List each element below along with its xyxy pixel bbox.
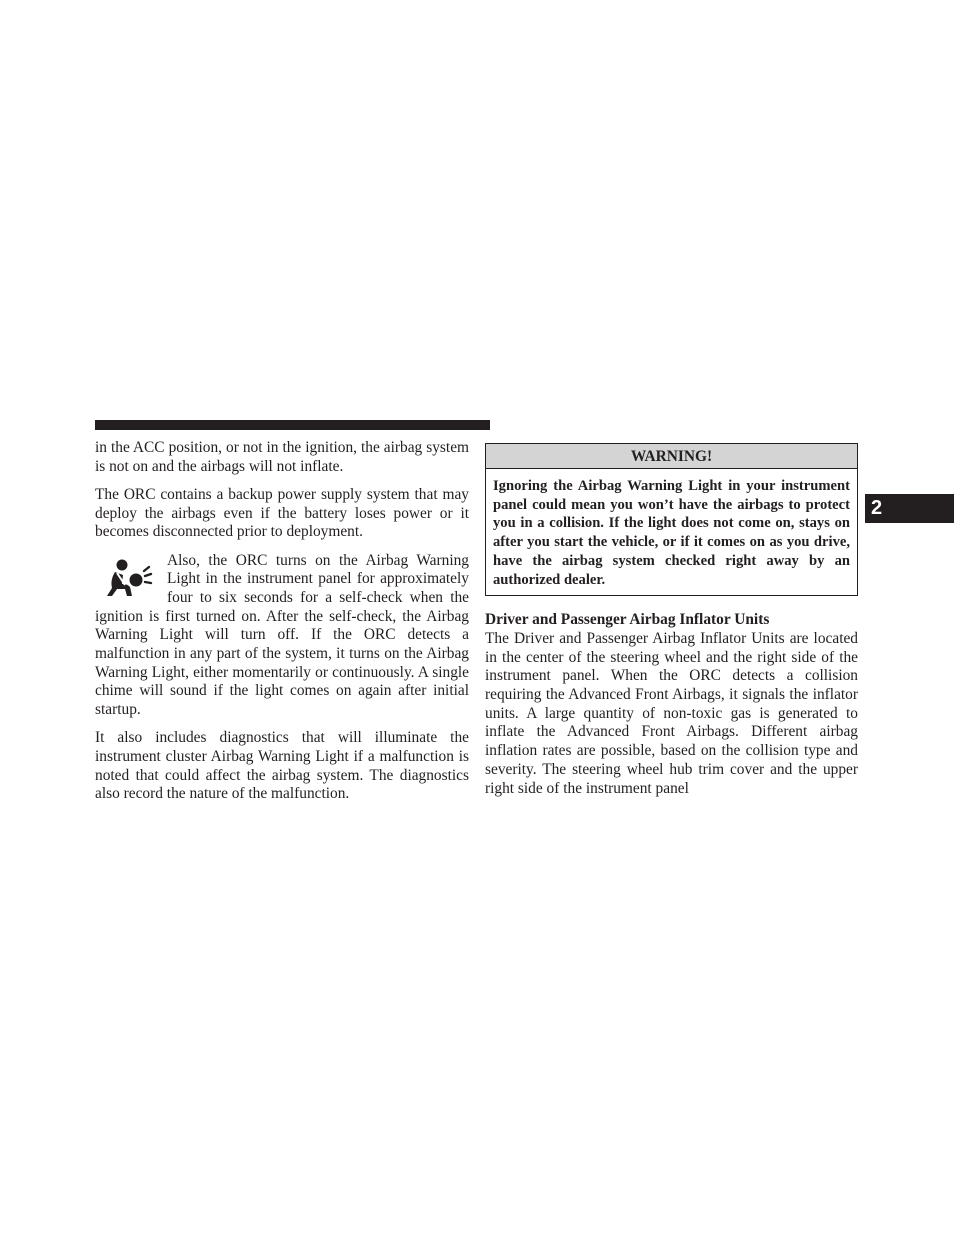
paragraph-acc-position: in the ACC position, or not in the ignition, the airbag system is not on and the airbags will not inflate. — [95, 439, 469, 475]
warning-text: Ignoring the Airbag Warning Light in your instrument panel could mean you won’t have the airbags to protect you in a collision. If the light does not come on, stays on after you start the vehicle, or if it comes on as you drive, have the airbag system checked right away by an authorized dealer. — [493, 478, 850, 588]
warning-box — [485, 443, 858, 596]
paragraph-backup-power: The ORC contains a backup power supply system that may deploy the airbags even if the battery loses power or it becomes disconnected prior to deployment. — [95, 485, 469, 541]
paragraph-self-check-block — [95, 552, 469, 720]
left-column — [95, 439, 469, 814]
paragraph-diagnostics: It also includes diagnostics that will illuminate the instrument cluster Airbag Warning Light if a malfunction is noted that could affect the airbag system. The diagnostics also record the nature of the malfunction. — [95, 729, 469, 803]
airbag-warning-light-icon — [103, 558, 153, 598]
section-heading: Driver and Passenger Airbag Inflator Units — [485, 611, 770, 629]
paragraph-self-check: Also, the ORC turns on the Airbag Warning Light in the instrument panel for approximately four to six seconds for a self-check when the ignition is first turned on. After the self-check, the Airbag Warning Light will turn off. If the ORC detects a malfunction in any part of the system, it turns on the Airbag Warning Light, either momentarily or continuously. A single chime will sound if the light comes on again after initial startup. — [95, 551, 469, 719]
section-top-rule — [95, 420, 490, 430]
section-body: The Driver and Passenger Airbag Inflator Units are located in the center of the steering wheel and the right side of the instrument panel. When the ORC detects a collision requiring the Advanced Front Airbags, it signals the inflator units. A large quantity of non-toxic gas is generated to inflate the Advanced Front Airbags. Different airbag inflation rates are possible, based on the collision type and severity. The steering wheel hub trim cover and the upper right side of the instrument panel — [485, 629, 858, 797]
warning-title: WARNING! — [486, 444, 857, 469]
right-column — [485, 443, 858, 798]
chapter-tab: 2 — [865, 494, 954, 523]
